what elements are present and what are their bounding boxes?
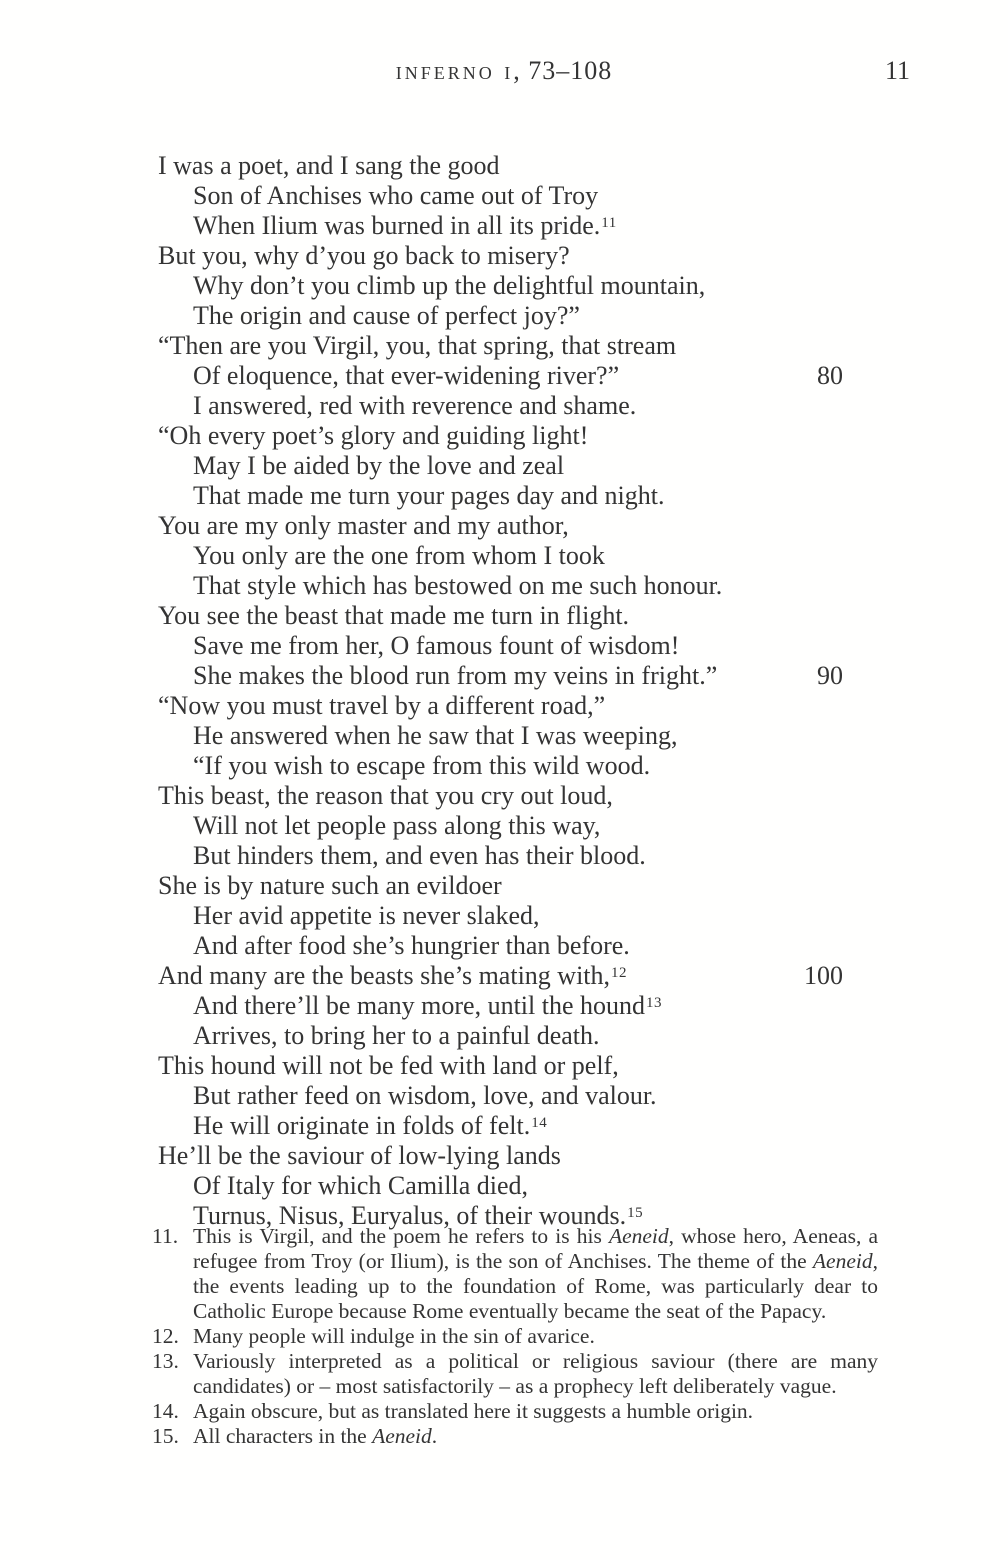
verse-text: Her avid appetite is never slaked, xyxy=(193,901,540,930)
footnote-text-segment: . xyxy=(431,1424,438,1448)
footnote-ref: 11 xyxy=(601,215,617,231)
verse-text: He’ll be the saviour of low-lying lands xyxy=(158,1141,561,1170)
verse-text: When Ilium was burned in all its pride. xyxy=(193,211,601,240)
footnote xyxy=(152,1349,878,1399)
footnote-text-italic: Aeneid xyxy=(812,1249,873,1273)
verse-text: Of eloquence, that ever-widening river?” xyxy=(193,361,620,390)
footnote-text-segment: This is Virgil, and the poem he refers to is his xyxy=(193,1224,609,1248)
footnote-number: 12. xyxy=(152,1324,179,1348)
verse-text: But hinders them, and even has their blood. xyxy=(193,841,646,870)
footnote-text-segment: Again obscure, but as translated here it suggests a humble origin. xyxy=(193,1399,754,1423)
verse-text: May I be aided by the love and zeal xyxy=(193,451,565,480)
verse-text: Son of Anchises who came out of Troy xyxy=(193,181,599,210)
running-head-title: inferno i xyxy=(395,56,514,85)
verse-text: You are my only master and my author, xyxy=(158,511,569,540)
verse-text: She is by nature such an evildoer xyxy=(158,871,502,900)
footnote-text-segment: , whose hero, Aeneas, a refugee from Troy (or Ilium), is the son of Anchises. The theme of the xyxy=(193,1224,878,1273)
verse-line-number: 80 xyxy=(817,361,843,390)
verse-text: He answered when he saw that I was weeping, xyxy=(193,721,678,750)
verse-line xyxy=(158,151,843,181)
footnotes xyxy=(152,1224,878,1449)
verse-text: That style which has bestowed on me such honour. xyxy=(193,571,723,600)
verse-text: “Then are you Virgil, you, that spring, that stream xyxy=(158,331,677,360)
verse-text: “Now you must travel by a different road,” xyxy=(158,691,606,720)
verse-text: And many are the beasts she’s mating with, xyxy=(158,961,611,990)
verse-line xyxy=(158,481,843,511)
verse-line xyxy=(158,541,843,571)
verse-text: You only are the one from whom I took xyxy=(193,541,605,570)
verse-line-number: 100 xyxy=(804,961,843,990)
footnote-text-italic: Aeneid xyxy=(608,1224,669,1248)
verse-line xyxy=(158,511,843,541)
verse-text: He will originate in folds of felt. xyxy=(193,1111,531,1140)
verse-line xyxy=(158,1081,843,1111)
verse-text: The origin and cause of perfect joy?” xyxy=(193,301,580,330)
verse-line xyxy=(158,811,843,841)
verse-line xyxy=(158,211,843,241)
verse-text: I was a poet, and I sang the good xyxy=(158,151,500,180)
footnote-ref: 12 xyxy=(611,965,628,981)
verse-line xyxy=(158,931,843,961)
verse-line xyxy=(158,1141,843,1171)
footnote-text-segment: , the events leading up to the foundation of Rome, was particularly dear to Catholic Europe because Rome eventually became the seat of the Papacy. xyxy=(193,1249,878,1323)
running-head xyxy=(0,56,1008,86)
footnote-ref: 14 xyxy=(531,1115,548,1131)
verse-line xyxy=(158,421,843,451)
verse-line xyxy=(158,751,843,781)
verse-text: “If you wish to escape from this wild wood. xyxy=(193,751,651,780)
verse-line xyxy=(158,1171,843,1201)
poem xyxy=(158,151,843,1231)
footnote-number: 14. xyxy=(152,1399,179,1423)
verse-line xyxy=(158,631,843,661)
footnote-text-segment: Many people will indulge in the sin of avarice. xyxy=(193,1324,595,1348)
footnote-number: 15. xyxy=(152,1424,179,1448)
verse-text: Will not let people pass along this way, xyxy=(193,811,601,840)
footnote-text xyxy=(193,1424,437,1448)
footnote xyxy=(152,1399,878,1424)
verse-text: This beast, the reason that you cry out loud, xyxy=(158,781,613,810)
verse-line xyxy=(158,721,843,751)
footnote-text-italic: Aeneid xyxy=(372,1424,432,1448)
verse-text: Turnus, Nisus, Euryalus, of their wounds. xyxy=(193,1201,627,1230)
verse-line xyxy=(158,871,843,901)
verse-line xyxy=(158,271,843,301)
verse-text: But you, why d’you go back to misery? xyxy=(158,241,570,270)
verse-line xyxy=(158,391,843,421)
footnote-text-segment: All characters in the xyxy=(193,1424,373,1448)
verse-text: Why don’t you climb up the delightful mountain, xyxy=(193,271,706,300)
verse-line xyxy=(158,901,843,931)
verse-text: This hound will not be fed with land or pelf, xyxy=(158,1051,619,1080)
verse-line xyxy=(158,1021,843,1051)
verse-line xyxy=(158,991,843,1021)
verse-line xyxy=(158,961,843,991)
verse-line xyxy=(158,601,843,631)
page-number: 11 xyxy=(884,56,910,85)
verse-line xyxy=(158,451,843,481)
verse-text: And there’ll be many more, until the hound xyxy=(193,991,646,1020)
footnote xyxy=(152,1324,878,1349)
footnote-number: 11. xyxy=(152,1224,179,1248)
footnote-ref: 15 xyxy=(627,1205,644,1221)
verse-line-number: 90 xyxy=(817,661,843,690)
footnote xyxy=(152,1424,878,1449)
verse-line xyxy=(158,301,843,331)
verse-line xyxy=(158,571,843,601)
footnote-text xyxy=(193,1224,878,1323)
footnote-text-segment: Variously interpreted as a political or religious saviour (there are many candidates) or – most satisfactorily – as a prophecy left deliberately vague. xyxy=(193,1349,878,1398)
running-head-range: , 73–108 xyxy=(513,56,613,85)
verse-text: But rather feed on wisdom, love, and valour. xyxy=(193,1081,657,1110)
verse-line xyxy=(158,661,843,691)
verse-line xyxy=(158,1051,843,1081)
verse-line xyxy=(158,361,843,391)
footnote-text xyxy=(193,1324,595,1348)
verse-text: I answered, red with reverence and shame. xyxy=(193,391,637,420)
verse-text: Arrives, to bring her to a painful death. xyxy=(193,1021,600,1050)
verse-line xyxy=(158,781,843,811)
footnote-number: 13. xyxy=(152,1349,179,1373)
verse-line xyxy=(158,241,843,271)
verse-line xyxy=(158,1111,843,1141)
verse-line xyxy=(158,181,843,211)
verse-text: That made me turn your pages day and night. xyxy=(193,481,665,510)
verse-line xyxy=(158,841,843,871)
footnote-text xyxy=(193,1399,753,1423)
verse-line xyxy=(158,331,843,361)
verse-text: Of Italy for which Camilla died, xyxy=(193,1171,529,1200)
footnote xyxy=(152,1224,878,1324)
footnote-ref: 13 xyxy=(646,995,663,1011)
verse-text: You see the beast that made me turn in flight. xyxy=(158,601,630,630)
verse-line xyxy=(158,691,843,721)
verse-text: She makes the blood run from my veins in fright.” xyxy=(193,661,718,690)
verse-text: “Oh every poet’s glory and guiding light! xyxy=(158,421,589,450)
verse-text: Save me from her, O famous fount of wisdom! xyxy=(193,631,680,660)
footnote-text xyxy=(193,1349,878,1398)
verse-text: And after food she’s hungrier than before. xyxy=(193,931,630,960)
